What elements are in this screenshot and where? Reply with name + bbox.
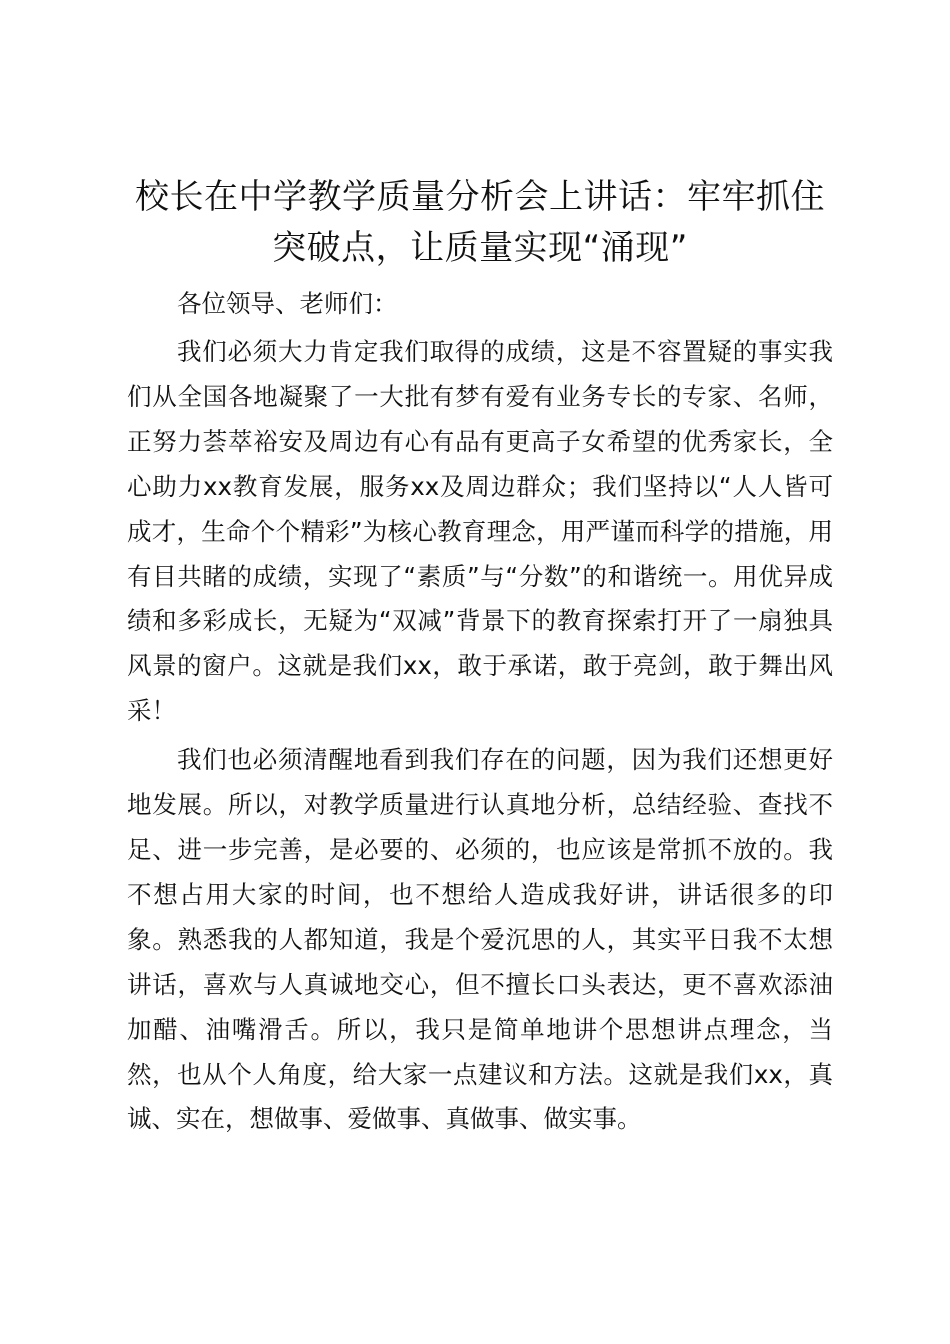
salutation: 各位领导、老师们：: [177, 289, 398, 318]
document-title: 校长在中学教学质量分析会上讲话：牢牢抓住突破点，让质量实现“涌现”: [135, 177, 825, 268]
paragraph-achievements: 我们必须大力肯定我们取得的成绩，这是不容置疑的事实我们从全国各地凝聚了一大批有梦有爱有业务专长的专家、名师，正努力荟萃裕安及周边有心有品有更高子女希望的优秀家长，全心助力xx教育发展，服务xx及周边群众；我们坚持以“人人皆可成才，生命个个精彩”为核心教育理念，用严谨而科学的措施，用有目共睹的成绩，实现了“素质”与“分数”的和谐统一。用优异成绩和多彩成长，无疑为“双减”背景下的教育探索打开了一扇独具风景的窗户。这就是我们xx，敢于承诺，敢于亮剑，敢于舞出风采！: [127, 337, 833, 726]
document-body: [127, 172, 833, 1142]
paragraph-problems: 我们也必须清醒地看到我们存在的问题，因为我们还想更好地发展。所以，对教学质量进行认真地分析，总结经验、查找不足、进一步完善，是必要的、必须的，也应该是常抓不放的。我不想占用大家的时间，也不想给人造成我好讲，讲话很多的印象。熟悉我的人都知道，我是个爱沉思的人，其实平日我不太想讲话，喜欢与人真诚地交心，但不擅长口头表达，更不喜欢添油加醋、油嘴滑舌。所以，我只是简单地讲个思想讲点理念，当然，也从个人角度，给大家一点建议和方法。这就是我们xx，真诚、实在，想做事、爱做事、真做事、做实事。: [127, 745, 833, 1134]
